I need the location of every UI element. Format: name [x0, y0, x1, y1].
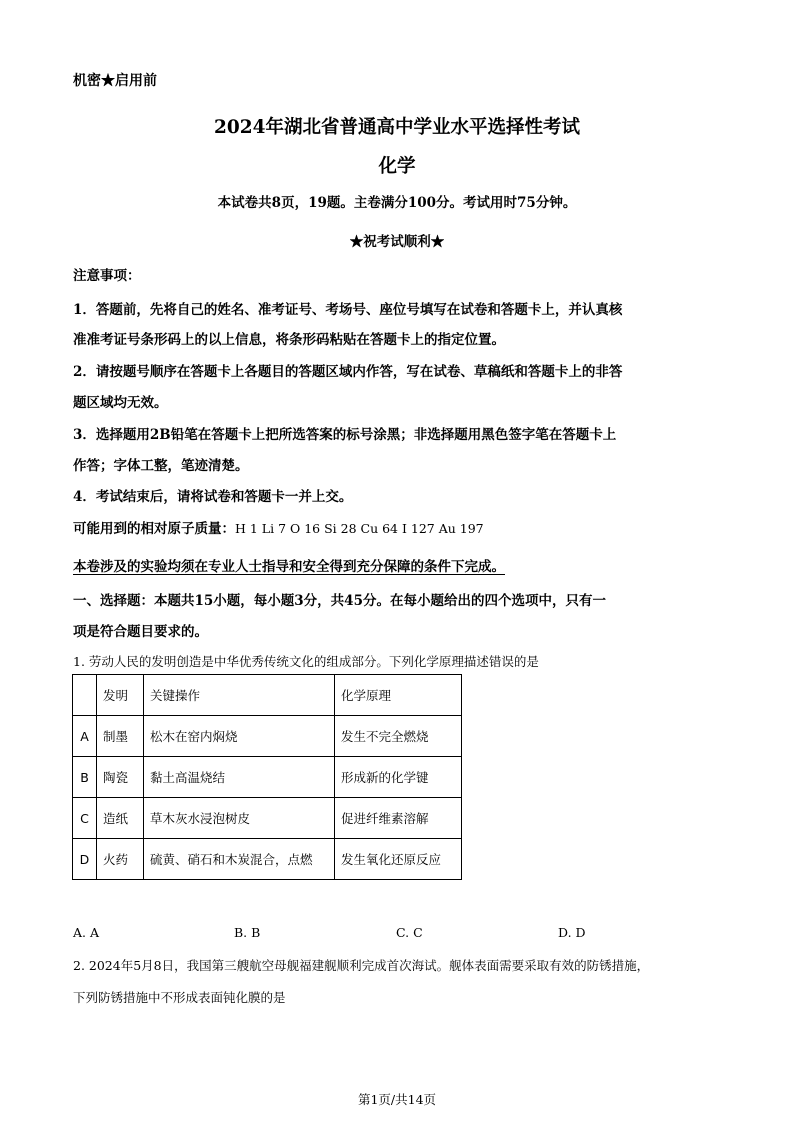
table-header-cell: 关键操作	[144, 675, 335, 716]
table-cell: 发生氧化还原反应	[335, 839, 462, 880]
table-cell: 制墨	[97, 716, 144, 757]
atomic-mass-label: 可能用到的相对原子质量：	[73, 521, 235, 537]
table-cell: 草木灰水浸泡树皮	[144, 798, 335, 839]
table-cell: B	[73, 757, 97, 798]
notice-line: 准准考证号条形码上的以上信息，将条形码粘贴在答题卡上的指定位置。	[73, 332, 505, 348]
notice-line: 1．答题前，先将自己的姓名、准考证号、考场号、座位号填写在试卷和答题卡上，并认真核	[73, 302, 623, 318]
table-cell: 形成新的化学键	[335, 757, 462, 798]
subject-title: 化学	[378, 156, 416, 177]
table-header-cell: 发明	[97, 675, 144, 716]
table-cell: D	[73, 839, 97, 880]
atomic-mass-values: H 1 Li 7 O 16 Si 28 Cu 64 I 127 Au 197	[235, 521, 484, 536]
notice-line: 作答；字体工整，笔迹清楚。	[73, 458, 249, 474]
atomic-mass-line	[73, 517, 484, 537]
table-cell: A	[73, 716, 97, 757]
question-1-table	[72, 674, 462, 880]
notice-heading: 注意事项：	[73, 268, 141, 284]
question-1-option-b: B. B	[234, 925, 261, 940]
table-row	[73, 757, 462, 798]
table-cell: 硫黄、硝石和木炭混合，点燃	[144, 839, 335, 880]
notice-line: 3．选择题用2B铅笔在答题卡上把所选答案的标号涂黑；非选择题用黑色签字笔在答题卡上	[73, 427, 617, 443]
question-2-stem-line: 2. 2024年5月8日，我国第三艘航空母舰福建舰顺利完成首次海试。舰体表面需要采取有效的防锈措施，	[73, 958, 650, 973]
table-cell: 黏土高温烧结	[144, 757, 335, 798]
table-cell: 造纸	[97, 798, 144, 839]
exam-info: 本试卷共8页，19题。主卷满分100分。考试用时75分钟。	[217, 195, 577, 211]
section-heading-line: 项是符合题目要求的。	[73, 624, 208, 640]
safety-note: 本卷涉及的实验均须在专业人士指导和安全得到充分保障的条件下完成。	[73, 559, 505, 575]
question-1-option-a: A. A	[73, 925, 100, 940]
question-1-stem: 1. 劳动人民的发明创造是中华优秀传统文化的组成部分。下列化学原理描述错误的是	[73, 654, 539, 669]
table-row	[73, 839, 462, 880]
table-cell: 发生不完全燃烧	[335, 716, 462, 757]
table-cell: 陶瓷	[97, 757, 144, 798]
section-heading-line: 一、选择题：本题共15小题，每小题3分，共45分。在每小题给出的四个选项中，只有一	[73, 593, 606, 609]
exam-title: 2024年湖北省普通高中学业水平选择性考试	[214, 117, 580, 138]
table-row	[73, 716, 462, 757]
table-cell: C	[73, 798, 97, 839]
page-number: 第1页/共14页	[357, 1092, 437, 1107]
table-header-row	[73, 675, 462, 716]
notice-line: 4．考试结束后，请将试卷和答题卡一并上交。	[73, 489, 353, 505]
table-header-cell: 化学原理	[335, 675, 462, 716]
secret-label: 机密★启用前	[73, 73, 157, 89]
good-luck-line: ★祝考试顺利★	[349, 234, 445, 250]
table-cell: 促进纤维素溶解	[335, 798, 462, 839]
question-1-option-c: C. C	[396, 925, 423, 940]
table-cell: 火药	[97, 839, 144, 880]
table-cell: 松木在窑内焖烧	[144, 716, 335, 757]
notice-line: 2．请按题号顺序在答题卡上各题目的答题区域内作答，写在试卷、草稿纸和答题卡上的非答	[73, 364, 623, 380]
question-1-option-d: D. D	[558, 925, 586, 940]
question-2-stem-line: 下列防锈措施中不形成表面钝化膜的是	[73, 990, 286, 1005]
notice-line: 题区域均无效。	[73, 395, 168, 411]
table-header-cell	[73, 675, 97, 716]
table-row	[73, 798, 462, 839]
